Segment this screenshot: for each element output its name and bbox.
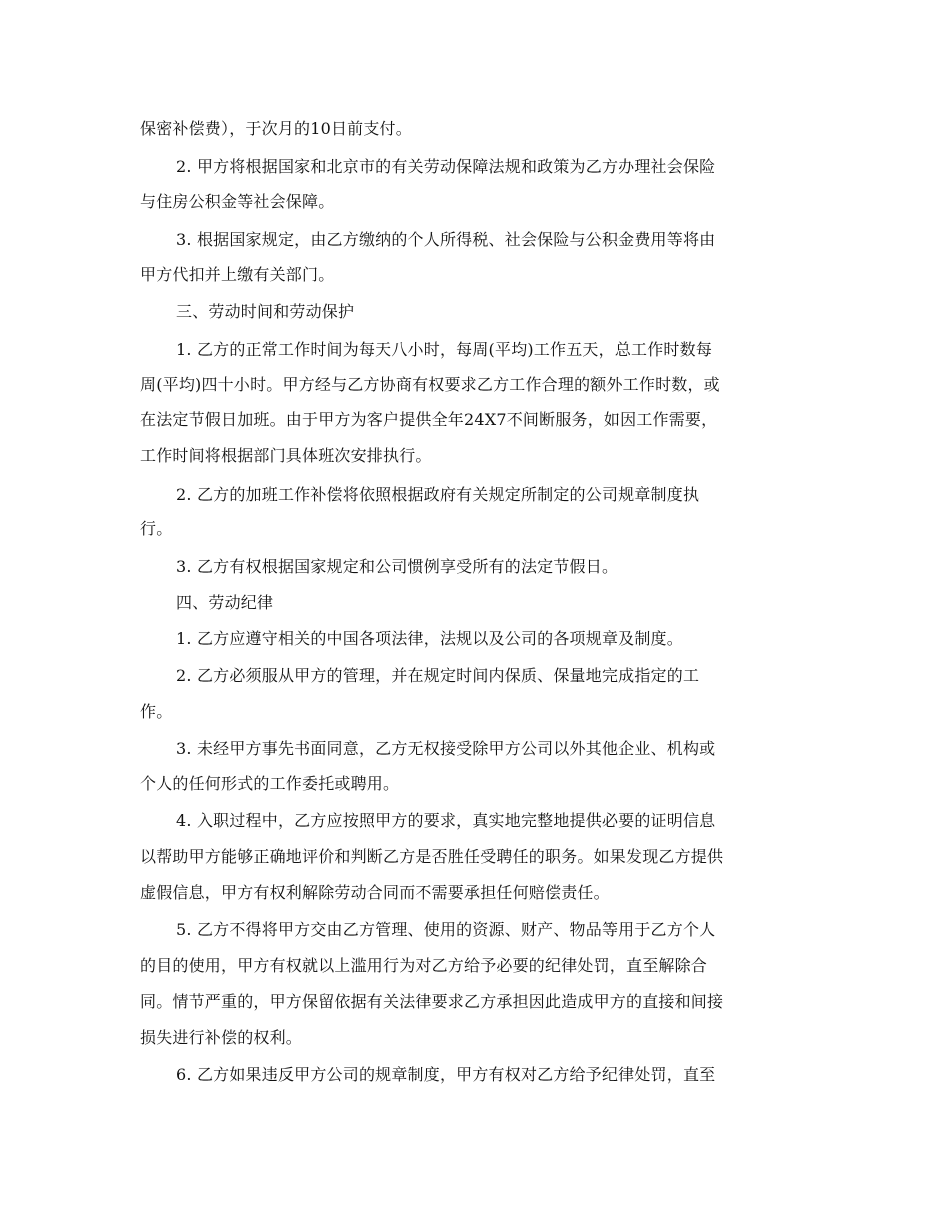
section-heading: 四、劳动纪律 xyxy=(176,593,274,612)
text-line: 3. 未经甲方事先书面同意，乙方无权接受除甲方公司以外其他企业、机构或 xyxy=(176,739,716,758)
text-line: 同。情节严重的，甲方保留依据有关法律要求乙方承担因此造成甲方的直接和间接 xyxy=(140,992,724,1011)
text-line: 3. 根据国家规定，由乙方缴纳的个人所得税、社会保险与公积金费用等将由 xyxy=(176,230,716,249)
text-line: 甲方代扣并上缴有关部门。 xyxy=(140,265,335,284)
text-line: 与住房公积金等社会保障。 xyxy=(140,192,335,211)
text-line: 损失进行补偿的权利。 xyxy=(140,1028,303,1047)
text-line: 的目的使用，甲方有权就以上滥用行为对乙方给予必要的纪律处罚，直至解除合 xyxy=(140,956,708,975)
text-line: 工作时间将根据部门具体班次安排执行。 xyxy=(140,446,432,465)
section-heading: 三、劳动时间和劳动保护 xyxy=(176,302,355,321)
text-line: 周(平均)四十小时。甲方经与乙方协商有权要求乙方工作合理的额外工作时数，或 xyxy=(140,375,720,394)
text-line: 虚假信息，甲方有权利解除劳动合同而不需要承担任何赔偿责任。 xyxy=(140,883,610,902)
text-line: 在法定节假日加班。由于甲方为客户提供全年24X7不间断服务，如因工作需要， xyxy=(140,410,718,429)
text-line: 行。 xyxy=(140,519,173,538)
text-line: 作。 xyxy=(140,702,173,721)
text-line: 2. 乙方的加班工作补偿将依照根据政府有关规定所制定的公司规章制度执 xyxy=(176,485,700,504)
text-line: 3. 乙方有权根据国家规定和公司惯例享受所有的法定节假日。 xyxy=(176,557,619,576)
text-line: 个人的任何形式的工作委托或聘用。 xyxy=(140,774,400,793)
text-line: 2. 甲方将根据国家和北京市的有关劳动保障法规和政策为乙方办理社会保险 xyxy=(176,157,716,176)
text-line: 保密补偿费），于次月的10日前支付。 xyxy=(140,119,412,138)
text-line: 6. 乙方如果违反甲方公司的规章制度，甲方有权对乙方给予纪律处罚，直至 xyxy=(176,1065,716,1084)
text-line: 4. 入职过程中，乙方应按照甲方的要求，真实地完整地提供必要的证明信息 xyxy=(176,811,716,830)
text-line: 1. 乙方应遵守相关的中国各项法律，法规以及公司的各项规章及制度。 xyxy=(176,629,683,648)
text-line: 以帮助甲方能够正确地评价和判断乙方是否胜任受聘任的职务。如果发现乙方提供 xyxy=(140,847,724,866)
text-line: 2. 乙方必须服从甲方的管理，并在规定时间内保质、保量地完成指定的工 xyxy=(176,666,700,685)
text-line: 1. 乙方的正常工作时间为每天八小时，每周(平均)工作五天，总工作时数每 xyxy=(176,340,713,359)
text-line: 5. 乙方不得将甲方交由乙方管理、使用的资源、财产、物品等用于乙方个人 xyxy=(176,920,716,939)
